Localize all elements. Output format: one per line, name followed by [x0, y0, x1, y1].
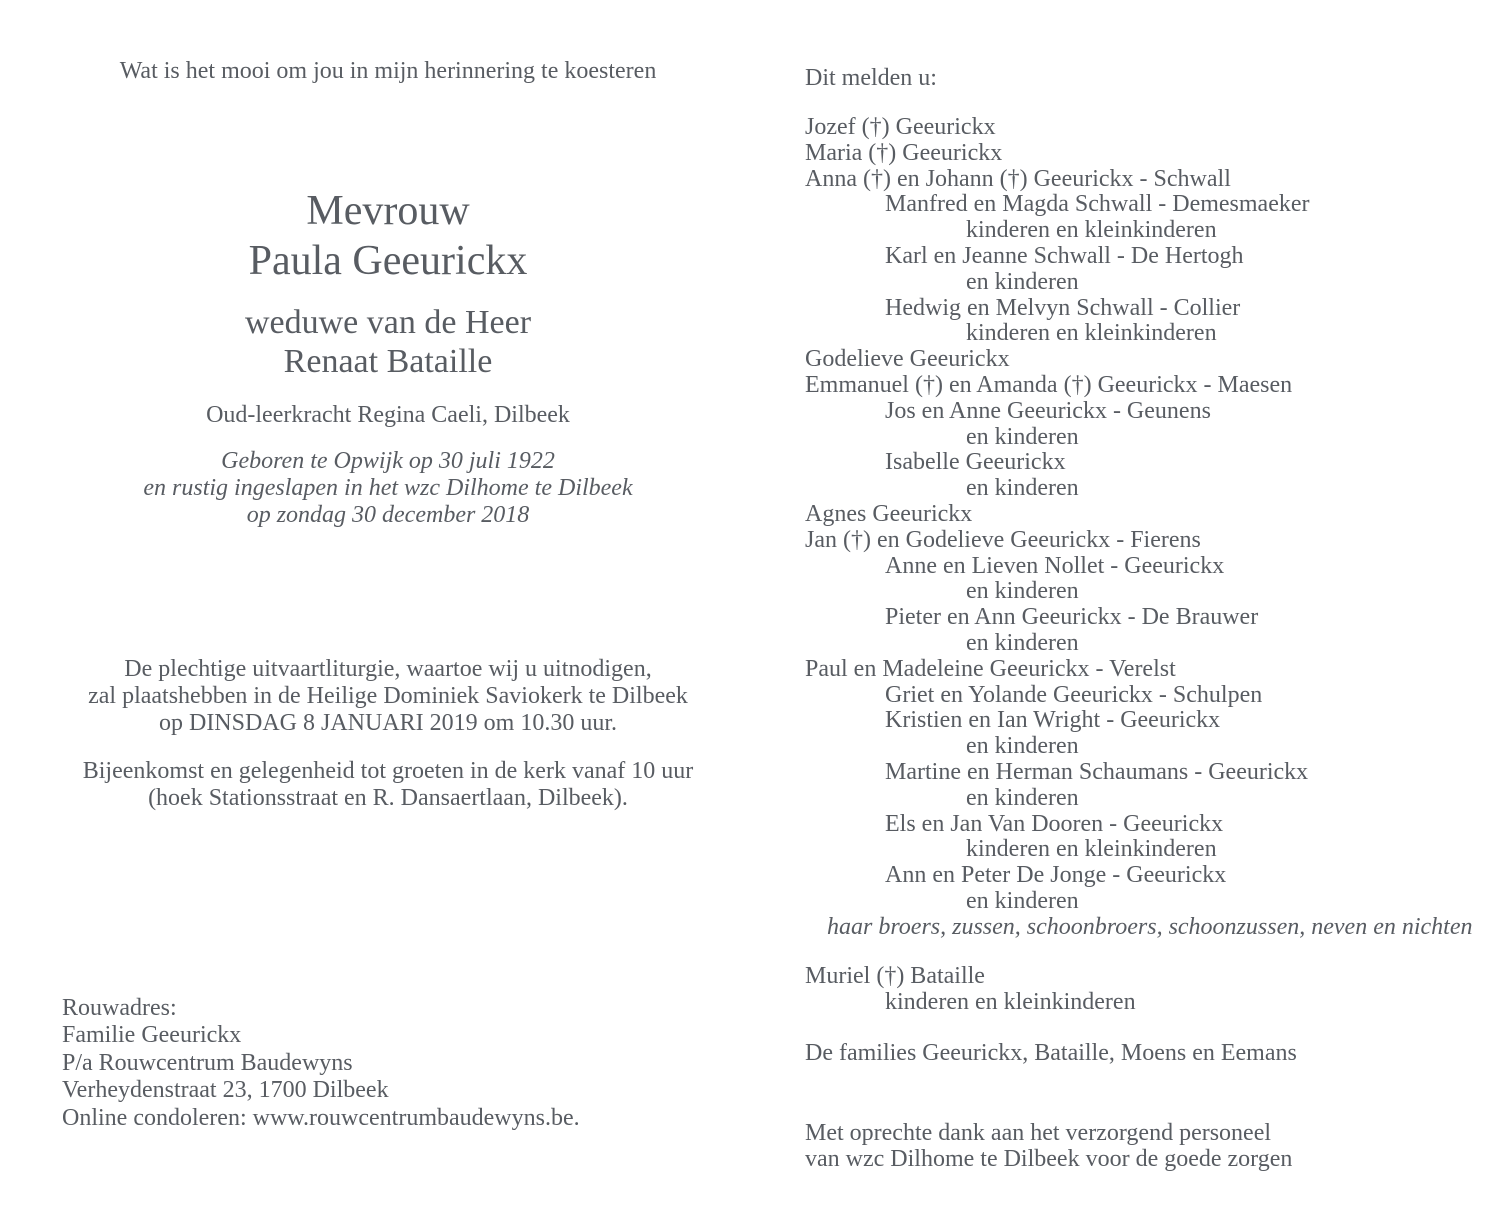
- family-list-item: haar broers, zussen, schoonbroers, schoonzussen, neven en nichten: [827, 913, 1473, 940]
- life-dates-line: Geboren te Opwijk op 30 juli 1922: [221, 448, 555, 474]
- family-list-item: Agnes Geeurickx: [805, 500, 973, 527]
- family-list-item: Griet en Yolande Geeurickx - Schulpen: [885, 681, 1263, 708]
- mourning-address: [62, 995, 762, 1132]
- family-list-item: Els en Jan Van Dooren - Geeurickx: [885, 810, 1224, 837]
- family-list: [805, 115, 1509, 941]
- families-line: De families Geeurickx, Bataille, Moens en Eemans: [805, 1040, 1297, 1066]
- mourning-address-line: Familie Geeurickx: [62, 1022, 242, 1049]
- family-list-item: Kristien en Ian Wright - Geeurickx: [885, 707, 1221, 734]
- deceased-title-line: Paula Geeurickx: [248, 238, 528, 284]
- widow-of-line: weduwe van de Heer: [244, 304, 532, 341]
- occupation: Oud-leerkracht Regina Caeli, Dilbeek: [206, 402, 570, 428]
- widow-of-line: Renaat Bataille: [283, 343, 493, 380]
- mourning-address-line: P/a Rouwcentrum Baudewyns: [62, 1049, 353, 1076]
- ceremony-info-line: De plechtige uitvaartliturgie, waartoe wij u uitnodigen,: [124, 656, 652, 682]
- family-list-item: kinderen en kleinkinderen: [966, 320, 1217, 347]
- family-list-item: kinderen en kleinkinderen: [966, 836, 1217, 863]
- family-list-item: en kinderen: [966, 578, 1079, 605]
- family-list-item: Paul en Madeleine Geeurickx - Verelst: [805, 655, 1176, 682]
- mourning-address-line: Online condoleren: www.rouwcentrumbaudewyns.be.: [62, 1104, 580, 1131]
- acknowledgement-line: van wzc Dilhome te Dilbeek voor de goede zorgen: [805, 1146, 1293, 1172]
- life-dates: [0, 448, 776, 529]
- deceased-title-line: Mevrouw: [306, 188, 470, 234]
- gathering-info: [0, 758, 776, 812]
- family-list-item: en kinderen: [966, 887, 1079, 914]
- family-list-item: en kinderen: [966, 629, 1079, 656]
- mourning-address-line: Verheydenstraat 23, 1700 Dilbeek: [62, 1077, 389, 1104]
- ceremony-info: [0, 656, 776, 737]
- family-list-item: Anne en Lieven Nollet - Geeurickx: [885, 552, 1225, 579]
- deceased-title: [0, 186, 776, 286]
- widow-of: [0, 303, 776, 381]
- ceremony-info-line: op DINSDAG 8 JANUARI 2019 om 10.30 uur.: [158, 710, 617, 736]
- family-list-item: Jozef (†) Geeurickx: [805, 114, 996, 140]
- family-list-item: Hedwig en Melvyn Schwall - Collier: [885, 294, 1241, 321]
- family-list-item: en kinderen: [966, 733, 1079, 760]
- family-list-item: Godelieve Geeurickx: [805, 346, 1010, 373]
- family-list-item: Ann en Peter De Jonge - Geeurickx: [885, 862, 1227, 889]
- ceremony-info-line: zal plaatshebben in de Heilige Dominiek Saviokerk te Dilbeek: [88, 683, 688, 709]
- family-list-item: en kinderen: [966, 268, 1079, 295]
- muriel-family: [805, 964, 1509, 1016]
- family-list-item: en kinderen: [966, 423, 1079, 450]
- family-list-item: Jan (†) en Godelieve Geeurickx - Fierens: [805, 526, 1201, 553]
- announcement-heading: Dit melden u:: [805, 65, 937, 91]
- family-list-item: kinderen en kleinkinderen: [966, 217, 1217, 244]
- family-list-item: Manfred en Magda Schwall - Demesmaeker: [885, 191, 1310, 218]
- family-list-item: Karl en Jeanne Schwall - De Hertogh: [885, 242, 1244, 269]
- family-list-item: Martine en Herman Schaumans - Geeurickx: [885, 758, 1309, 785]
- acknowledgement: [805, 1120, 1509, 1172]
- family-list-item: Emmanuel (†) en Amanda (†) Geeurickx - Maesen: [805, 371, 1293, 398]
- family-list-item: Anna (†) en Johann (†) Geeurickx - Schwall: [805, 165, 1231, 192]
- family-list-item: Pieter en Ann Geeurickx - De Brauwer: [885, 604, 1259, 631]
- mourning-address-line: Rouwadres:: [62, 995, 177, 1021]
- family-list-item: en kinderen: [966, 784, 1079, 811]
- life-dates-line: en rustig ingeslapen in het wzc Dilhome te Dilbeek: [143, 475, 633, 501]
- family-list-item: Maria (†) Geeurickx: [805, 139, 1003, 166]
- family-list-item: en kinderen: [966, 475, 1079, 502]
- opening-quote: Wat is het mooi om jou in mijn herinnering te koesteren: [119, 58, 657, 84]
- muriel-family-line: Muriel (†) Bataille: [805, 963, 985, 989]
- gathering-info-line: Bijeenkomst en gelegenheid tot groeten in de kerk vanaf 10 uur: [82, 758, 694, 784]
- muriel-family-line: kinderen en kleinkinderen: [885, 988, 1136, 1015]
- family-list-item: Isabelle Geeurickx: [885, 449, 1066, 476]
- acknowledgement-line: Met oprechte dank aan het verzorgend personeel: [805, 1120, 1272, 1146]
- gathering-info-line: (hoek Stationsstraat en R. Dansaertlaan, Dilbeek).: [148, 785, 628, 811]
- family-list-item: Jos en Anne Geeurickx - Geunens: [885, 397, 1211, 424]
- life-dates-line: op zondag 30 december 2018: [246, 502, 530, 528]
